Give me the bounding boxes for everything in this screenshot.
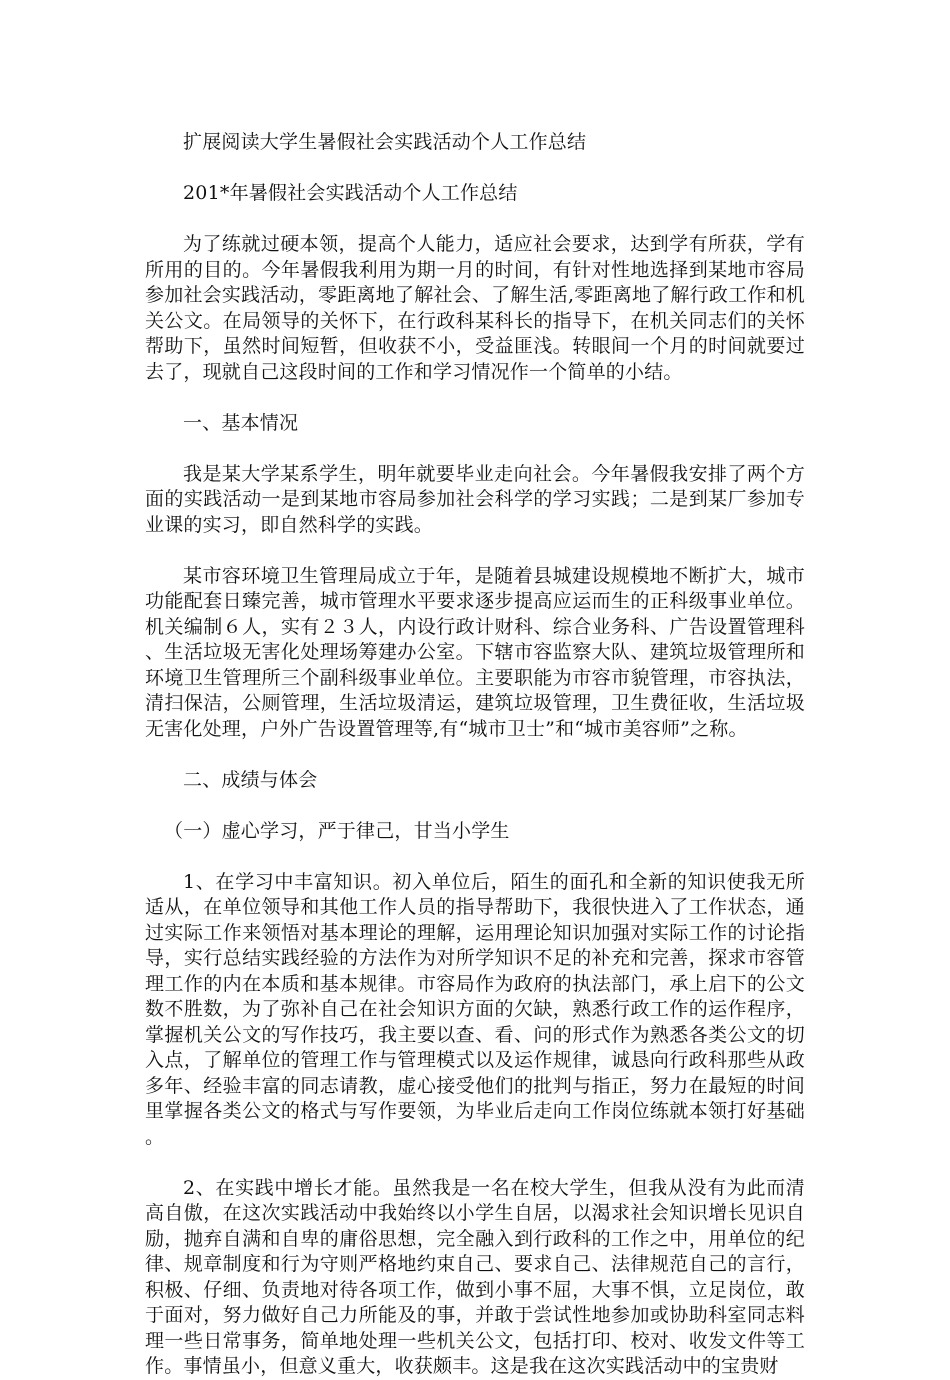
item-paragraph-2: 2、在实践中增长才能。虽然我是一名在校大学生，但我从没有为此而清高自傲，在这次实践活动中我始终以小学生自居，以渴求社会知识增长见识自励，抛弃自满和自卑的庸俗思想，完全融入到行政科的工作之中，用单位的纪律、规章制度和行为守则严格地约束自己、要求自己、法律规范自己的言行，积极、仔细、负责地对待各项工作，做到小事不屈，大事不惧，立足岗位，敢于面对，努力做好自己力所能及的事，并敢于尝试性地参加或协助科室同志料理一些日常事务，简单地处理一些机关公文，包括打印、校对、收发文件等工作。事情虽小，但意义重大，收获颇丰。这是我在这次实践活动中的宝贵财 (145, 1176, 805, 1377)
document-body (145, 130, 805, 1380)
subsection-heading-learning: （一）虚心学习，严于律己，甘当小学生 (164, 819, 510, 842)
basic-situation-paragraph-2: 某市容环境卫生管理局成立于年，是随着县城建设规模地不断扩大，城市功能配套日臻完善，城市管理水平要求逐步提高应运而生的正科级事业单位。机关编制６人，实有２３人，内设行政计财科、综合业务科、广告设置管理科、生活垃圾无害化处理场筹建办公室。下辖市容监察大队、建筑垃圾管理所和环境卫生管理所三个副科级事业单位。主要职能为市容市貌管理，市容执法，清扫保洁，公厕管理，生活垃圾清运，建筑垃圾管理，卫生费征收，生活垃圾无害化处理，户外广告设置管理等,有“城市卫士”和“城市美容师”之称。 (145, 564, 805, 740)
intro-paragraph: 为了练就过硬本领，提高个人能力，适应社会要求，达到学有所获，学有所用的目的。今年暑假我利用为期一月的时间，有针对性地选择到某地市容局参加社会实践活动，零距离地了解社会、了解生活,零距离地了解行政工作和机关公文。在局领导的关怀下，在行政科某科长的指导下，在机关同志们的关怀帮助下，虽然时间短暂，但收获不小，受益匪浅。转眼间一个月的时间就要过去了，现就自己这段时间的工作和学习情况作一个简单的小结。 (145, 233, 805, 383)
section-heading-basic-situation: 一、基本情况 (183, 411, 299, 434)
section-heading-achievements: 二、成绩与体会 (183, 768, 318, 791)
document-title: 201*年暑假社会实践活动个人工作总结 (183, 182, 518, 204)
extended-reading-heading: 扩展阅读大学生暑假社会实践活动个人工作总结 (183, 131, 587, 153)
basic-situation-paragraph-1: 我是某大学某系学生，明年就要毕业走向社会。今年暑假我安排了两个方面的实践活动一是到某地市容局参加社会科学的学习实践；二是到某厂参加专业课的实习，即自然科学的实践。 (145, 462, 805, 536)
item-paragraph-1: 1、在学习中丰富知识。初入单位后，陌生的面孔和全新的知识使我无所适从，在单位领导和其他工作人员的指导帮助下，我很快进入了工作状态，通过实际工作来领悟对基本理论的理解，运用理论知识加强对实际工作的讨论指导，实行总结实践经验的方法作为对所学知识不足的补充和完善，探求市容管理工作的内在本质和基本规律。市容局作为政府的执法部门，承上启下的公文数不胜数，为了弥补自己在社会知识方面的欠缺，熟悉行政工作的运作程序，掌握机关公文的写作技巧，我主要以查、看、问的形式作为熟悉各类公文的切入点，了解单位的管理工作与管理模式以及运作规律，诚恳向行政科那些从政多年、经验丰富的同志请教，虚心接受他们的批判与指正，努力在最短的时间里掌握各类公文的格式与写作要领，为毕业后走向工作岗位练就本领打好基础。 (145, 870, 805, 1148)
